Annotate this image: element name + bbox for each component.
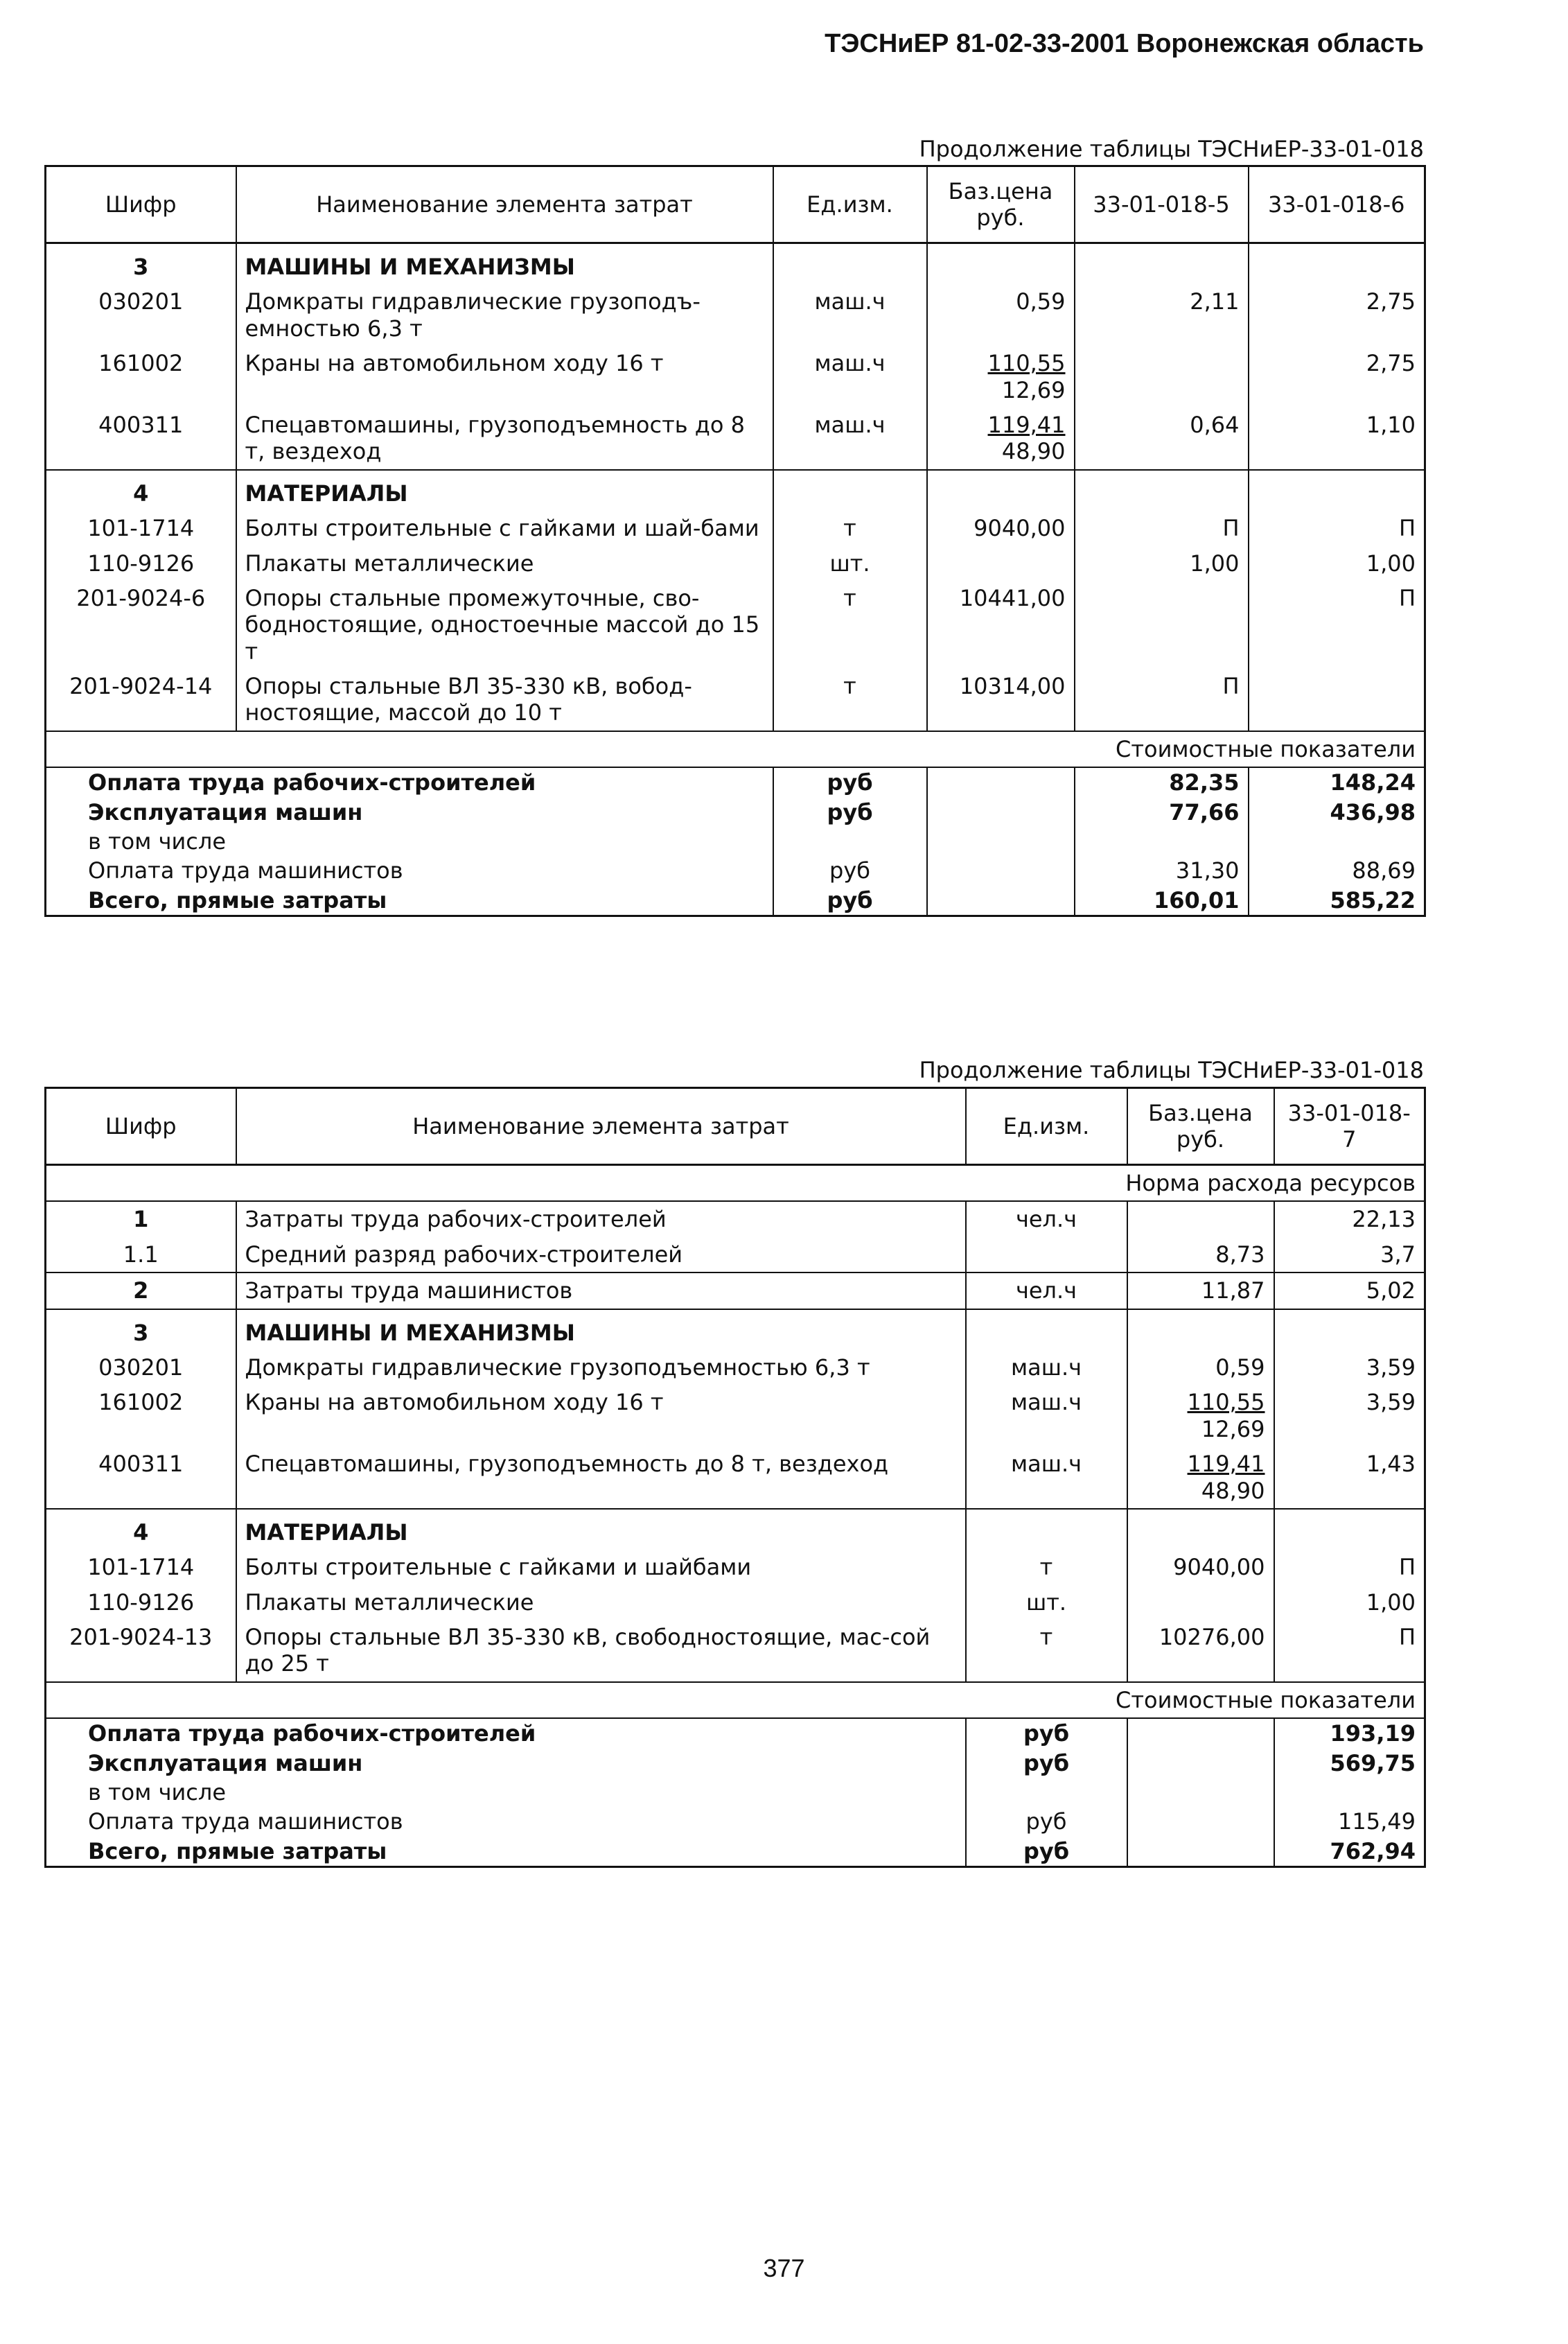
total-unit: руб — [966, 1837, 1127, 1867]
section-title: МАТЕРИАЛЫ — [236, 470, 773, 511]
total-row — [46, 767, 1425, 797]
unit-cell: чел.ч — [966, 1272, 1127, 1309]
total-row — [46, 1837, 1425, 1867]
value-cell: 1,00 — [1075, 546, 1249, 581]
total-label: Оплата труда рабочих-строителей — [46, 1718, 966, 1748]
empty-cell — [966, 1509, 1127, 1550]
norm-header-row — [46, 1165, 1425, 1202]
name-cell: Спецавтомашины, грузоподъемность до 8 т, вездеход — [236, 408, 773, 470]
code-cell: 1.1 — [46, 1237, 236, 1272]
empty-cell — [1127, 1749, 1274, 1778]
code-cell: 201-9024-13 — [46, 1620, 236, 1682]
section-code: 3 — [46, 243, 236, 285]
price-cell: 10314,00 — [927, 669, 1075, 731]
norm-header: Норма расхода ресурсов — [46, 1165, 1425, 1202]
unit-cell: т — [773, 511, 927, 545]
unit-cell: маш.ч — [773, 346, 927, 408]
value-cell: 2,75 — [1249, 284, 1425, 346]
code-cell: 400311 — [46, 408, 236, 470]
total-unit: руб — [773, 856, 927, 885]
table-row — [46, 1585, 1425, 1620]
name-cell: Краны на автомобильном ходу 16 т — [236, 1385, 966, 1446]
total-label: в том числе — [46, 1778, 966, 1807]
unit-cell: маш.ч — [966, 1446, 1127, 1509]
cost-header: Стоимостные показатели — [46, 1682, 1425, 1718]
total-value: 77,66 — [1075, 798, 1249, 827]
empty-cell — [1127, 1807, 1274, 1836]
page-number: 377 — [763, 2254, 805, 2282]
unit-cell: маш.ч — [773, 408, 927, 470]
name-cell: Опоры стальные промежуточные, сво-бодностоящие, одностоечные массой до 15 т — [236, 581, 773, 669]
unit-cell: маш.ч — [966, 1385, 1127, 1446]
value-cell: П — [1274, 1550, 1425, 1584]
empty-cell — [1274, 1309, 1425, 1350]
total-row — [46, 798, 1425, 827]
price-cell: 9040,00 — [1127, 1550, 1274, 1584]
column-header: 33-01-018-7 — [1274, 1088, 1425, 1165]
total-value: 436,98 — [1249, 798, 1425, 827]
empty-cell — [1127, 1509, 1274, 1550]
section-code: 3 — [46, 1309, 236, 1350]
table-row — [46, 1350, 1425, 1385]
total-value — [1274, 1778, 1425, 1807]
price-cell: 0,59 — [1127, 1350, 1274, 1385]
price-cell: 0,59 — [927, 284, 1075, 346]
unit-cell: шт. — [966, 1585, 1127, 1620]
price-cell: 110,55 12,69 — [927, 346, 1075, 408]
total-value: 762,94 — [1274, 1837, 1425, 1867]
empty-cell — [1127, 1778, 1274, 1807]
total-label: Оплата труда машинистов — [46, 856, 773, 885]
empty-cell — [927, 767, 1075, 797]
table-row — [46, 408, 1425, 470]
cost-header-row — [46, 1682, 1425, 1718]
section-code: 4 — [46, 470, 236, 511]
price-cell: 110,55 12,69 — [1127, 1385, 1274, 1446]
empty-cell — [927, 243, 1075, 285]
total-row — [46, 827, 1425, 856]
empty-cell — [773, 243, 927, 285]
section-code: 4 — [46, 1509, 236, 1550]
empty-cell — [927, 827, 1075, 856]
name-cell: Опоры стальные ВЛ 35-330 кВ, свободностоящие, мас-сой до 25 т — [236, 1620, 966, 1682]
price-cell: 10441,00 — [927, 581, 1075, 669]
price-cell: 8,73 — [1127, 1237, 1274, 1272]
total-unit — [966, 1778, 1127, 1807]
value-cell: П — [1075, 511, 1249, 545]
price-cell: 119,41 48,90 — [1127, 1446, 1274, 1509]
value-cell: 1,00 — [1274, 1585, 1425, 1620]
table2-caption: Продолжение таблицы ТЭСНиЕР-33-01-018 — [919, 1057, 1424, 1083]
price-cell: 11,87 — [1127, 1272, 1274, 1309]
value-cell: 1,43 — [1274, 1446, 1425, 1509]
column-header: Шифр — [46, 1088, 236, 1165]
code-cell: 2 — [46, 1272, 236, 1309]
table-row — [46, 284, 1425, 346]
unit-cell: т — [773, 581, 927, 669]
table-row — [46, 346, 1425, 408]
column-header: Шифр — [46, 166, 236, 243]
unit-cell: т — [966, 1550, 1127, 1584]
table-header-row — [46, 1088, 1425, 1165]
code-cell: 101-1714 — [46, 1550, 236, 1584]
total-value: 88,69 — [1249, 856, 1425, 885]
section-title: МАТЕРИАЛЫ — [236, 1509, 966, 1550]
unit-cell: маш.ч — [966, 1350, 1127, 1385]
code-cell: 101-1714 — [46, 511, 236, 545]
column-header: 33-01-018-6 — [1249, 166, 1425, 243]
cost-header-row — [46, 731, 1425, 767]
price-cell — [1127, 1201, 1274, 1236]
value-cell: 22,13 — [1274, 1201, 1425, 1236]
name-cell: Плакаты металлические — [236, 546, 773, 581]
name-cell: Спецавтомашины, грузоподъемность до 8 т, вездеход — [236, 1446, 966, 1509]
total-value: 148,24 — [1249, 767, 1425, 797]
section-row — [46, 243, 1425, 285]
value-cell: П — [1249, 511, 1425, 545]
table-row — [46, 669, 1425, 731]
name-cell: Средний разряд рабочих-строителей — [236, 1237, 966, 1272]
total-unit: руб — [966, 1749, 1127, 1778]
total-row — [46, 1749, 1425, 1778]
table-row — [46, 1385, 1425, 1446]
value-cell: 2,11 — [1075, 284, 1249, 346]
total-row — [46, 1807, 1425, 1836]
total-value: 115,49 — [1274, 1807, 1425, 1836]
column-header: Ед.изм. — [773, 166, 927, 243]
code-cell: 1 — [46, 1201, 236, 1236]
empty-cell — [773, 470, 927, 511]
name-cell: Затраты труда рабочих-строителей — [236, 1201, 966, 1236]
value-cell: 0,64 — [1075, 408, 1249, 470]
section-row — [46, 1309, 1425, 1350]
total-unit: руб — [773, 767, 927, 797]
total-value: 31,30 — [1075, 856, 1249, 885]
unit-cell: т — [773, 669, 927, 731]
code-cell: 201-9024-6 — [46, 581, 236, 669]
value-cell: П — [1249, 581, 1425, 669]
unit-cell: чел.ч — [966, 1201, 1127, 1236]
total-row — [46, 856, 1425, 885]
unit-cell: т — [966, 1620, 1127, 1682]
empty-cell — [927, 886, 1075, 916]
empty-cell — [1274, 1509, 1425, 1550]
value-cell: П — [1075, 669, 1249, 731]
empty-cell — [927, 856, 1075, 885]
value-cell: П — [1274, 1620, 1425, 1682]
value-cell: 1,10 — [1249, 408, 1425, 470]
name-cell: Затраты труда машинистов — [236, 1272, 966, 1309]
value-cell: 5,02 — [1274, 1272, 1425, 1309]
code-cell: 161002 — [46, 1385, 236, 1446]
value-cell: 3,59 — [1274, 1350, 1425, 1385]
empty-cell — [927, 470, 1075, 511]
total-unit — [773, 827, 927, 856]
name-cell: Домкраты гидравлические грузоподъ-емностью 6,3 т — [236, 284, 773, 346]
total-row — [46, 886, 1425, 916]
total-label: Оплата труда машинистов — [46, 1807, 966, 1836]
total-label: Оплата труда рабочих-строителей — [46, 767, 773, 797]
table-row — [46, 1237, 1425, 1272]
table-row — [46, 546, 1425, 581]
section-row — [46, 470, 1425, 511]
empty-cell — [1075, 470, 1249, 511]
value-cell: 1,00 — [1249, 546, 1425, 581]
total-unit: руб — [773, 886, 927, 916]
table-row — [46, 1201, 1425, 1236]
table-header-row — [46, 166, 1425, 243]
total-label: Эксплуатация машин — [46, 798, 773, 827]
value-cell — [1075, 581, 1249, 669]
total-value: 569,75 — [1274, 1749, 1425, 1778]
column-header: Баз.цена руб. — [1127, 1088, 1274, 1165]
name-cell: Краны на автомобильном ходу 16 т — [236, 346, 773, 408]
total-row — [46, 1778, 1425, 1807]
value-cell — [1249, 669, 1425, 731]
total-value — [1249, 827, 1425, 856]
unit-cell: маш.ч — [773, 284, 927, 346]
code-cell: 400311 — [46, 1446, 236, 1509]
price-cell: 10276,00 — [1127, 1620, 1274, 1682]
section-row — [46, 1509, 1425, 1550]
section-title: МАШИНЫ И МЕХАНИЗМЫ — [236, 1309, 966, 1350]
table-row — [46, 581, 1425, 669]
code-cell: 030201 — [46, 284, 236, 346]
total-label: Всего, прямые затраты — [46, 1837, 966, 1867]
price-cell — [1127, 1585, 1274, 1620]
table1-caption: Продолжение таблицы ТЭСНиЕР-33-01-018 — [919, 136, 1424, 162]
unit-cell — [966, 1237, 1127, 1272]
total-value: 585,22 — [1249, 886, 1425, 916]
empty-cell — [1127, 1718, 1274, 1748]
value-cell: 2,75 — [1249, 346, 1425, 408]
total-unit: руб — [966, 1718, 1127, 1748]
total-label: Всего, прямые затраты — [46, 886, 773, 916]
code-cell: 110-9126 — [46, 1585, 236, 1620]
document-header: ТЭСНиЕР 81-02-33-2001 Воронежская область — [825, 29, 1424, 58]
empty-cell — [927, 798, 1075, 827]
table-row — [46, 1446, 1425, 1509]
cost-header: Стоимостные показатели — [46, 731, 1425, 767]
price-cell: 119,41 48,90 — [927, 408, 1075, 470]
table-row — [46, 1272, 1425, 1309]
total-label: Эксплуатация машин — [46, 1749, 966, 1778]
resource-table-1 — [44, 165, 1426, 917]
column-header: Ед.изм. — [966, 1088, 1127, 1165]
code-cell: 161002 — [46, 346, 236, 408]
name-cell: Опоры стальные ВЛ 35-330 кВ, вобод-ностоящие, массой до 10 т — [236, 669, 773, 731]
table-row — [46, 511, 1425, 545]
total-value — [1075, 827, 1249, 856]
name-cell: Плакаты металлические — [236, 1585, 966, 1620]
total-unit: руб — [966, 1807, 1127, 1836]
name-cell: Болты строительные с гайками и шай-бами — [236, 511, 773, 545]
price-cell: 9040,00 — [927, 511, 1075, 545]
table-row — [46, 1620, 1425, 1682]
code-cell: 110-9126 — [46, 546, 236, 581]
code-cell: 201-9024-14 — [46, 669, 236, 731]
price-cell — [927, 546, 1075, 581]
unit-cell: шт. — [773, 546, 927, 581]
empty-cell — [966, 1309, 1127, 1350]
value-cell: 3,7 — [1274, 1237, 1425, 1272]
column-header: Баз.цена руб. — [927, 166, 1075, 243]
column-header: Наименование элемента затрат — [236, 166, 773, 243]
empty-cell — [1249, 243, 1425, 285]
resource-table-2 — [44, 1087, 1426, 1868]
total-value: 82,35 — [1075, 767, 1249, 797]
table-row — [46, 1550, 1425, 1584]
empty-cell — [1127, 1309, 1274, 1350]
total-row — [46, 1718, 1425, 1748]
column-header: Наименование элемента затрат — [236, 1088, 966, 1165]
total-value: 193,19 — [1274, 1718, 1425, 1748]
empty-cell — [1249, 470, 1425, 511]
empty-cell — [1127, 1837, 1274, 1867]
name-cell: Домкраты гидравлические грузоподъемностью 6,3 т — [236, 1350, 966, 1385]
total-value: 160,01 — [1075, 886, 1249, 916]
section-title: МАШИНЫ И МЕХАНИЗМЫ — [236, 243, 773, 285]
value-cell: 3,59 — [1274, 1385, 1425, 1446]
value-cell — [1075, 346, 1249, 408]
column-header: 33-01-018-5 — [1075, 166, 1249, 243]
name-cell: Болты строительные с гайками и шайбами — [236, 1550, 966, 1584]
total-unit: руб — [773, 798, 927, 827]
code-cell: 030201 — [46, 1350, 236, 1385]
total-label: в том числе — [46, 827, 773, 856]
empty-cell — [1075, 243, 1249, 285]
